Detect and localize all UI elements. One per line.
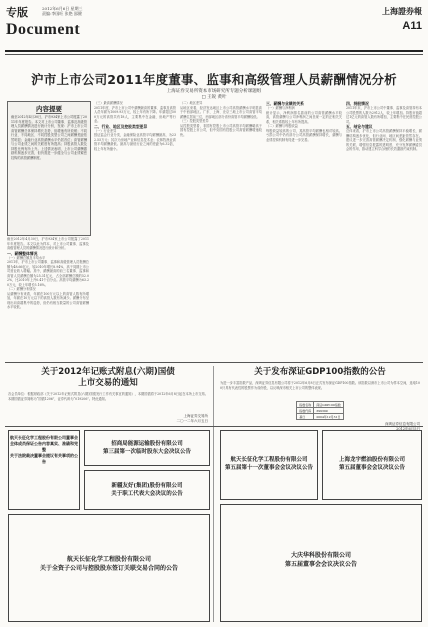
table-row: 指数代码 399399 — [297, 408, 344, 414]
abstract-title: 内容提要 — [36, 105, 62, 113]
table-row: 指数名称 深证GDP100指数 — [297, 402, 344, 408]
article-column-2 — [94, 101, 176, 357]
subsection-heading: （二）薪酬分布情况 — [7, 287, 36, 291]
article-bottom-rule — [5, 362, 423, 363]
article-paragraph: 从控股类型看，非国有控股上市公司高管平均薪酬略高于国有控股上市公司，但中央国有控股公司高管薪酬增速较快。 — [180, 123, 262, 137]
subsection-heading: （三）控股类型差异 — [180, 119, 209, 123]
section-header — [6, 4, 166, 39]
article-paragraph: 2011年末，沪市上市公司中董事、监事及高管持有本公司股票的人数为2912人，较上年增加。持股市值超过1亿元的高管人数有所增加，主要集中在民营控股公司。 — [346, 106, 422, 124]
article-paragraph: 从地区来看，经济发达地区上市公司高管薪酬水平明显高于中西部地区。广东、上海、北京三地上市公司高管平均薪酬位居前三位，西部地区部分省份高管平均薪酬较低。 — [180, 105, 262, 119]
column-divider — [213, 366, 214, 622]
article-subtitle: 上海证券交易所资本市场研究所专题分析课题组 — [166, 89, 262, 94]
article-paragraph: 统计显示，净利润排名靠前的公司高管薪酬水平较高，高管薪酬与公司净利润之间呈现一定的正相关关系，相关系数较上年有所提高。 — [266, 110, 342, 124]
subsection-heading: （一）行业差异 — [94, 128, 117, 133]
ad-notice: 航天长征化学工程股份有限公司 第五届第十一次董事会会议决议公告 — [220, 430, 318, 500]
article-paragraph: 每股收益较高的公司，其高管平均薪酬也相对较高。亏损公司中仍有部分公司高管薪酬保持增长，薪酬与业绩挂钩机制有待进一步完善。 — [266, 128, 342, 142]
paper-name: 上海證券報 — [382, 6, 422, 16]
subsection-heading: （一）薪酬总额及平均水平 — [7, 255, 46, 260]
section-heading: 一、薪酬整体情况 — [7, 250, 38, 256]
ad-notice: 上海龙宇燃油股份有限公司 第五届董事会会议决议公告 — [322, 430, 422, 500]
ads-rule — [5, 426, 423, 427]
article-paragraph: 从薪酬分布来看，年薪在100万元以上的高管人数有所增加，年薪在10万元以下的高管人数有所减少。薪酬分布呈现出向高端集中的趋势，但仍有相当数量的公司高管薪酬水平较低。 — [7, 291, 89, 309]
header-rule — [5, 50, 423, 52]
subsection-heading: （三）最高薪酬情况 — [94, 101, 123, 105]
notice-date: 二〇一二年六月五日 — [176, 419, 208, 423]
subsection-heading: （二）薪酬与每股收益 — [266, 124, 298, 128]
subsection-heading: （二）地区差异 — [180, 101, 203, 105]
notice-body: 为进一步丰富指数产品，深圳证券信息有限公司将于2012年6月8日正式发布深证GDP100指数。该指数以深市上市公司为样本空间，选取100只具有代表性的股票作为成份股，以反映深市相关上市公司的整体表现。 — [220, 381, 420, 390]
ad-notice: 新疆友好(集团)股份有限公司 关于职工代表大会决议的公告 — [84, 470, 210, 510]
header-rule-thin — [5, 54, 423, 55]
subsection-heading: （一）薪酬与净利润 — [266, 106, 295, 110]
article-column-1 — [7, 237, 89, 357]
issue-date: 2012年6月6日 星期三 — [42, 6, 83, 11]
article-paragraph: 2011年度，沪市上市公司中薪酬最高的董事、监事及高管人员年薪为1009.93万元，较上年有所下降。年薪超过500万元的高管共有18人，主要集中在金融、房地产等行业。 — [94, 105, 176, 123]
ad-notice: 航天长征化学工程股份有限公司 关于全资子公司与控股股东签订关联交易合同的公告 — [8, 514, 210, 622]
article-paragraph: 截至2012年4月30日，沪市934家上市公司披露了2011年年度报告。本文以此为样本，对上市公司董事、监事及高级管理人员的薪酬情况进行统计和分析。 — [7, 237, 89, 250]
article-column-3 — [180, 101, 262, 357]
notice-signer: 深圳证券信息有限公司 — [385, 422, 420, 426]
section-heading: 四、持股情况 — [346, 101, 369, 106]
issue-editor: 责编:李国旺 张艳 邵健 — [42, 11, 82, 16]
ad-notice: 招商局能源运输股份有限公司 第三届第一次临时股东大会决议公告 — [84, 430, 210, 466]
ad-notice: 大庆华科股份有限公司 第五届董事会会议决议公告 — [220, 504, 422, 622]
notice-body: 各会员单位：根据财政部《关于2012年记账式附息(六期)国债发行工作有关事宜的通知》，本期国债将于2012年6月8日起在本所上市交易。本期国债证券简称为“国债1206”，证券代码为“019206”。特此通知。 — [8, 392, 208, 401]
section-heading: 二、行业、地区及控股类型差异 — [94, 123, 148, 129]
table-row: 基日 2004年12月31日 — [297, 414, 344, 420]
section-label: 专版 — [6, 6, 28, 19]
notice-title: 关于2012年记账式附息(六期)国债 上市交易的通知 — [41, 367, 175, 388]
index-table — [296, 401, 344, 420]
article-paragraph: 总体来看，沪市上市公司高管薪酬保持平稳增长，薪酬结构逐步优化，但行业间、地区间差距依然存在。建议进一步完善高管薪酬决定机制，强化薪酬与业绩的关联，增强信息披露的透明度，充分发挥薪酬委员会的作用，推动建立科学合理的长效激励约束机制。 — [346, 129, 422, 151]
article-paragraph: 2011年，沪市上市公司董事、监事和高级管理人员报酬总额为48.66亿元，较2010年增长8.94%，高于同期上市公司营业收入增幅。其中，薪酬最高的前三名董事、监事和高管人员薪酬总额为25.31亿元，占全部薪酬总额的52.02%，比2010年上升0.41个百分点。高管平均薪酬为63.20万元，较上年增长5.16%。 — [7, 260, 89, 287]
notice-signer: 上海证券交易所 — [183, 414, 208, 418]
abstract-box — [7, 101, 91, 236]
notice-date: 2012年6月5日 — [396, 427, 420, 431]
section-heading: 三、薪酬与业绩的关系 — [266, 101, 304, 106]
article-title: 沪市上市公司2011年度董事、监事和高级管理人员薪酬情况分析 — [31, 72, 397, 87]
notice-bond — [8, 367, 208, 424]
ad-stripe: 航天长征化学工程股份有限公司董事会全体成员保证公告内容真实、准确和完整 关于法院裁决董事会提议有关事项的公告 — [8, 430, 80, 510]
issue-meta — [42, 6, 83, 16]
article-paragraph: 按证监会行业分类，金融保险业高管平均薪酬最高，为232.55万元；其次为房地产业和信息技术业；农林牧渔业高管平均薪酬最低。最高与最低行业之间的差距为6.32倍，较上年有所缩小。 — [94, 133, 176, 151]
section-label-en: Document — [6, 21, 81, 38]
section-heading: 五、结论与建议 — [346, 124, 373, 129]
abstract-text: 截至2012年4月30日，沪市934家上市公司披露了2011年年度报告。本文对上市公司董事、监事及高级管理人员薪酬情况进行统计分析，发现：沪市上市公司高管薪酬总体保持增长态势，但增速有所放缓；不同行业、不同地区、不同控股类型公司之间薪酬差距依然明显；金融行业高管薪酬水平仍居首位；高管薪酬与公司业绩之间的关联度有所提高；持股高管人数及持股比例有所上升。上述情况表明，上市公司薪酬激励机制逐步完善，但仍需进一步健全与公司业绩紧密挂钩的高管薪酬制度。 — [11, 115, 87, 160]
page-number: A11 — [402, 20, 422, 32]
article-author: □ 王锐 黄叶 — [201, 95, 227, 100]
article-column-4 — [266, 101, 342, 357]
article-column-5 — [346, 101, 422, 357]
masthead — [382, 6, 422, 32]
notice-index — [220, 367, 420, 432]
notice-title: 关于发布深证GDP100指数的公告 — [254, 367, 386, 377]
